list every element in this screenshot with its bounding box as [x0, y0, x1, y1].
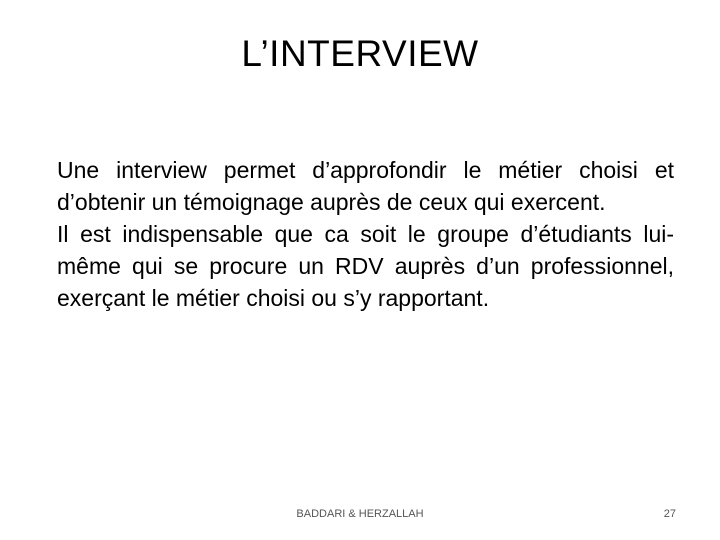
body-paragraph: Il est indispensable que ca soit le groupe d’étudiants lui-même qui se procure un RDV auprès d’un professionnel, exerçant le métier choisi ou s’y rapportant. [57, 221, 674, 311]
slide-body [57, 154, 674, 314]
body-paragraph: Une interview permet d’approfondir le métier choisi et d’obtenir un témoignage auprès de ceux qui exercent. [57, 157, 674, 215]
page-number: 27 [663, 508, 676, 520]
slide-title: L’INTERVIEW [241, 33, 479, 74]
footer-authors: BADDARI & HERZALLAH [296, 508, 424, 520]
